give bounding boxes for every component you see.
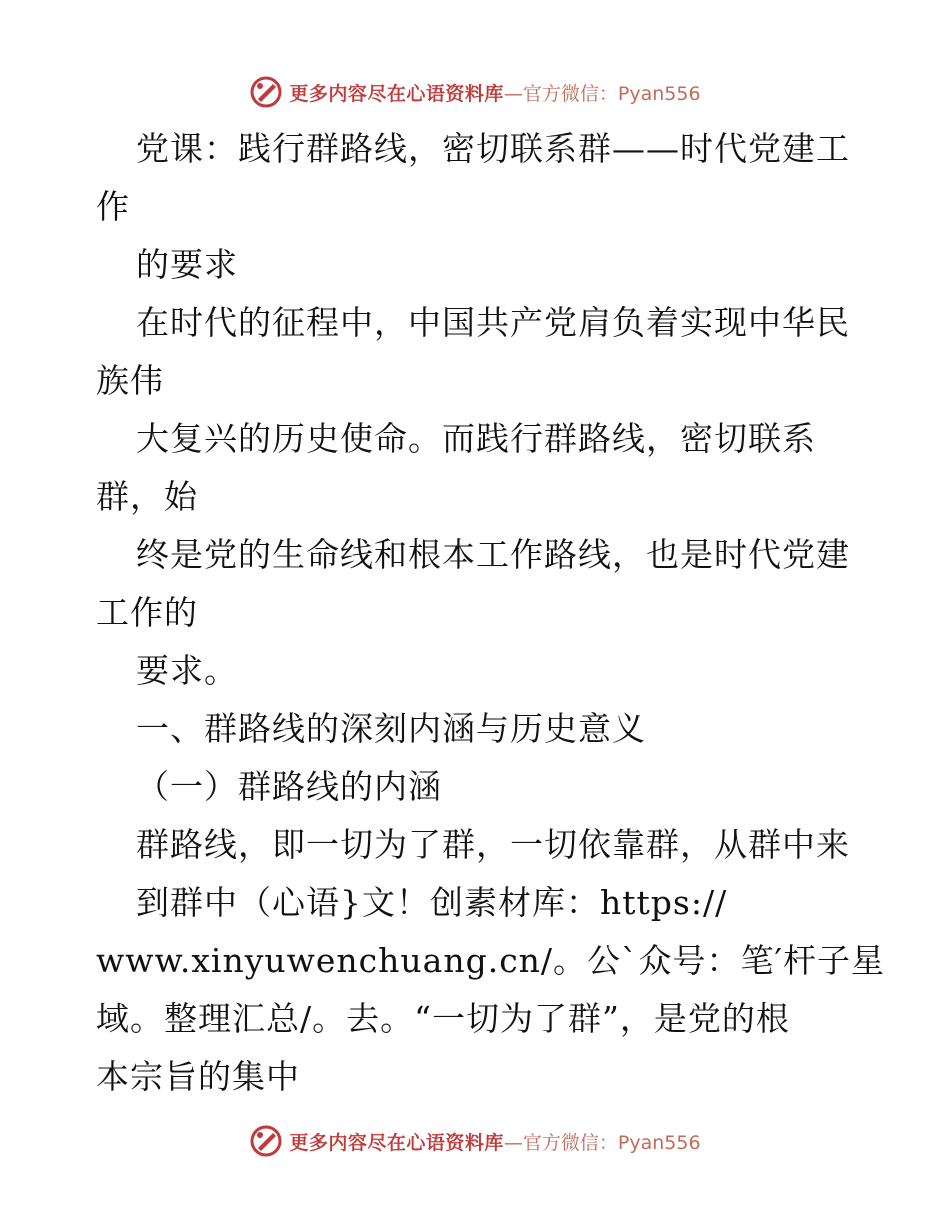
doc-line: 本宗旨的集中 xyxy=(96,1057,300,1096)
brand-logo-icon xyxy=(249,75,283,109)
doc-line: 域。整理汇总/。去。“一切为了群”，是党的根 xyxy=(96,999,790,1038)
banner-prefix: 更多内容尽在心语资料库 xyxy=(289,82,504,105)
doc-line: 党课：践行群路线，密切联系群——时代党建工 xyxy=(136,129,850,168)
footer-banner xyxy=(0,1121,950,1161)
doc-line: 群，始 xyxy=(96,477,198,516)
doc-line: 工作的 xyxy=(96,593,198,632)
document-body xyxy=(96,120,886,1106)
subsection-heading: （一）群路线的内涵 xyxy=(136,767,442,806)
doc-line: 要求。 xyxy=(136,651,238,690)
doc-line: 到群中（心语}文！创素材库：https:// xyxy=(136,883,728,922)
doc-line: 大复兴的历史使命。而践行群路线，密切联系 xyxy=(136,419,816,458)
doc-line: 作 xyxy=(96,187,130,226)
banner-prefix: 更多内容尽在心语资料库 xyxy=(289,1131,504,1154)
banner-suffix: —官方微信：Pyan556 xyxy=(503,1131,701,1154)
doc-line: 群路线，即一切为了群，一切依靠群，从群中来 xyxy=(136,825,850,864)
doc-line: www.xinyuwenchuang.cn/。公`众号：笔′杆子星 xyxy=(96,941,886,980)
doc-line: 终是党的生命线和根本工作路线，也是时代党建 xyxy=(136,535,850,574)
banner-suffix: —官方微信：Pyan556 xyxy=(503,82,701,105)
doc-line: 在时代的征程中，中国共产党肩负着实现中华民 xyxy=(136,303,850,342)
header-banner xyxy=(0,72,950,112)
brand-logo-icon xyxy=(249,1124,283,1158)
section-heading: 一、群路线的深刻内涵与历史意义 xyxy=(136,709,646,748)
doc-line: 的要求 xyxy=(136,245,238,284)
doc-line: 族伟 xyxy=(96,361,164,400)
